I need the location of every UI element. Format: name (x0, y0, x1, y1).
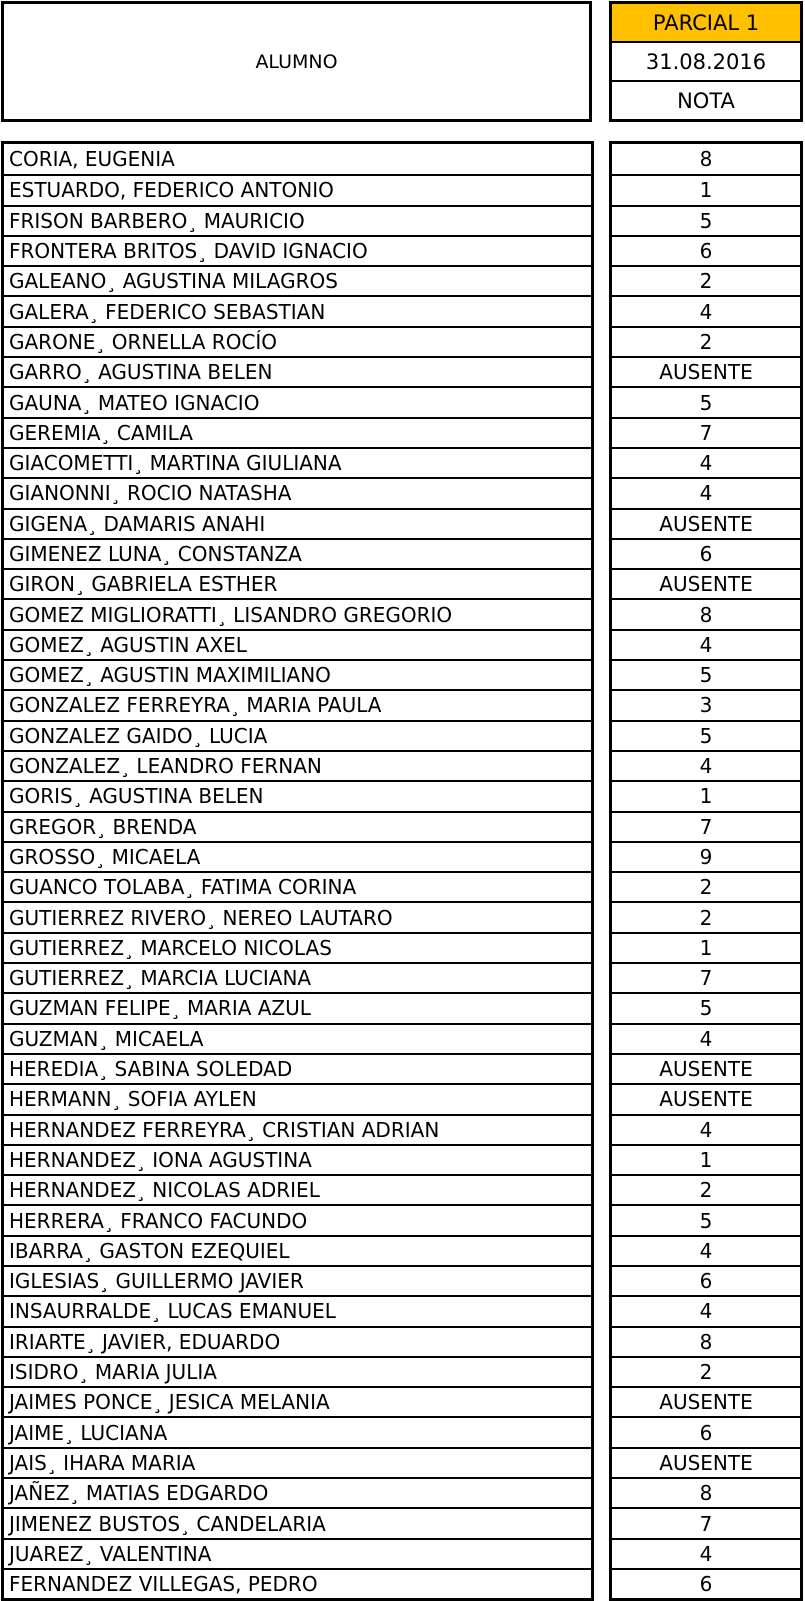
student-grade-cell: 4 (612, 1023, 800, 1053)
student-name-cell: IRIARTE¸ JAVIER, EDUARDO (4, 1326, 591, 1356)
exam-header (609, 1, 803, 122)
student-name-cell: HERNANDEZ¸ NICOLAS ADRIEL (4, 1174, 591, 1204)
student-grade-cell: 5 (612, 659, 800, 689)
student-name-cell: GUZMAN FELIPE¸ MARIA AZUL (4, 992, 591, 1022)
student-name-cell: FRONTERA BRITOS¸ DAVID IGNACIO (4, 235, 591, 265)
student-name-cell: JIMENEZ BUSTOS¸ CANDELARIA (4, 1507, 591, 1537)
student-grade-cell: 5 (612, 386, 800, 416)
student-grade-cell: 8 (612, 598, 800, 628)
student-grade-cell: 5 (612, 720, 800, 750)
student-name-cell: ISIDRO¸ MARIA JULIA (4, 1356, 591, 1386)
student-name-cell: HERNANDEZ FERREYRA¸ CRISTIAN ADRIAN (4, 1114, 591, 1144)
student-grade-cell: 6 (612, 1416, 800, 1446)
student-name-cell: FRISON BARBERO¸ MAURICIO (4, 205, 591, 235)
student-name-cell: GIGENA¸ DAMARIS ANAHI (4, 508, 591, 538)
student-name-cell: JAIMES PONCE¸ JESICA MELANIA (4, 1386, 591, 1416)
student-name-cell: HEREDIA¸ SABINA SOLEDAD (4, 1053, 591, 1083)
student-name-cell: HERNANDEZ¸ IONA AGUSTINA (4, 1144, 591, 1174)
student-name-cell: IGLESIAS¸ GUILLERMO JAVIER (4, 1265, 591, 1295)
student-grade-cell: 1 (612, 932, 800, 962)
student-grade-cell: 6 (612, 1568, 800, 1598)
student-name-cell: GUTIERREZ¸ MARCELO NICOLAS (4, 932, 591, 962)
student-name-cell: GIACOMETTI¸ MARTINA GIULIANA (4, 447, 591, 477)
student-grade-cell: 2 (612, 326, 800, 356)
student-name-cell: GONZALEZ FERREYRA¸ MARIA PAULA (4, 689, 591, 719)
student-name-cell: GUANCO TOLABA¸ FATIMA CORINA (4, 871, 591, 901)
student-grade-cell: 2 (612, 265, 800, 295)
student-name-cell: ESTUARDO, FEDERICO ANTONIO (4, 174, 591, 204)
student-grade-cell: 7 (612, 1507, 800, 1537)
student-grade-cell: 5 (612, 992, 800, 1022)
student-name-cell: JUAREZ¸ VALENTINA (4, 1538, 591, 1568)
student-name-cell: GARONE¸ ORNELLA ROCÍO (4, 326, 591, 356)
student-grade-cell: 4 (612, 1235, 800, 1265)
student-grade-cell: 4 (612, 477, 800, 507)
student-grade-cell: 2 (612, 1174, 800, 1204)
student-name-cell: GONZALEZ¸ LEANDRO FERNAN (4, 750, 591, 780)
student-grade-cell: 6 (612, 235, 800, 265)
student-grade-cell: 2 (612, 871, 800, 901)
student-name-cell: HERMANN¸ SOFIA AYLEN (4, 1083, 591, 1113)
student-name-cell: GIANONNI¸ ROCIO NATASHA (4, 477, 591, 507)
student-name-cell: GROSSO¸ MICAELA (4, 841, 591, 871)
student-grade-cell: 8 (699, 147, 713, 172)
student-grade-cell: AUSENTE (612, 508, 800, 538)
student-name-cell: GUZMAN¸ MICAELA (4, 1023, 591, 1053)
student-grade-cell: AUSENTE (612, 1447, 800, 1477)
student-grade-cell: 6 (612, 538, 800, 568)
alumno-header-label: ALUMNO (255, 50, 338, 73)
student-name-cell: GOMEZ¸ AGUSTIN MAXIMILIANO (4, 659, 591, 689)
student-grade-cell: 7 (612, 417, 800, 447)
student-grade-cell: 7 (612, 962, 800, 992)
student-grade-cell: 6 (612, 1265, 800, 1295)
student-name-cell: GORIS¸ AGUSTINA BELEN (4, 780, 591, 810)
student-grade-cell: 1 (612, 780, 800, 810)
student-grade-cell: AUSENTE (612, 1053, 800, 1083)
student-grade-cell: AUSENTE (612, 1386, 800, 1416)
student-grade-cell: AUSENTE (612, 356, 800, 386)
student-name-cell: GUTIERREZ¸ MARCIA LUCIANA (4, 962, 591, 992)
student-name-cell: GAUNA¸ MATEO IGNACIO (4, 386, 591, 416)
student-grade-cell: 4 (612, 1295, 800, 1325)
student-name-cell: GARRO¸ AGUSTINA BELEN (4, 356, 591, 386)
student-grade-cell: 2 (612, 1356, 800, 1386)
student-name-cell: IBARRA¸ GASTON EZEQUIEL (4, 1235, 591, 1265)
student-name-cell: FERNANDEZ VILLEGAS, PEDRO (4, 1568, 591, 1598)
student-grade-cell: 8 (612, 1477, 800, 1507)
parcial-label: PARCIAL 1 (612, 4, 800, 41)
student-grade-cell: 4 (612, 629, 800, 659)
student-grade-cell: 7 (612, 811, 800, 841)
nota-label: NOTA (612, 80, 800, 119)
student-name-cell: GIRON¸ GABRIELA ESTHER (4, 568, 591, 598)
student-name-cell: JAÑEZ¸ MATIAS EDGARDO (4, 1477, 591, 1507)
student-grade-cell: AUSENTE (612, 1083, 800, 1113)
student-grade-cell: 8 (612, 1326, 800, 1356)
student-name-cell: JAIME¸ LUCIANA (4, 1416, 591, 1446)
student-grade-cell: 1 (612, 174, 800, 204)
student-name-cell: GOMEZ MIGLIORATTI¸ LISANDRO GREGORIO (4, 598, 591, 628)
student-grade-cell: 5 (612, 1204, 800, 1234)
student-grade-cell: 4 (612, 1114, 800, 1144)
student-name-cell: JAIS¸ IHARA MARIA (4, 1447, 591, 1477)
student-grade-cell: 5 (612, 205, 800, 235)
student-grade-cell: 3 (612, 689, 800, 719)
student-grade-cell: AUSENTE (612, 568, 800, 598)
student-name-cell: GONZALEZ GAIDO¸ LUCIA (4, 720, 591, 750)
student-name-cell: GALERA¸ FEDERICO SEBASTIAN (4, 295, 591, 325)
student-grade-cell: 2 (612, 901, 800, 931)
student-grade-cell: 4 (612, 295, 800, 325)
student-grade-cell: 9 (612, 841, 800, 871)
student-name-cell: INSAURRALDE¸ LUCAS EMANUEL (4, 1295, 591, 1325)
student-grade-cell: 4 (612, 1538, 800, 1568)
student-grades-column (609, 141, 803, 1601)
student-grade-cell: 1 (612, 1144, 800, 1174)
alumno-header (1, 1, 592, 122)
student-name-cell: GREGOR¸ BRENDA (4, 811, 591, 841)
student-grade-cell: 4 (612, 750, 800, 780)
student-name-cell: GIMENEZ LUNA¸ CONSTANZA (4, 538, 591, 568)
student-name-cell: GALEANO¸ AGUSTINA MILAGROS (4, 265, 591, 295)
student-grade-cell: 4 (612, 447, 800, 477)
student-name-cell: GEREMIA¸ CAMILA (4, 417, 591, 447)
student-name-cell: GUTIERREZ RIVERO¸ NEREO LAUTARO (4, 901, 591, 931)
student-name-cell: HERRERA¸ FRANCO FACUNDO (4, 1204, 591, 1234)
student-names-column (1, 141, 594, 1601)
student-name-cell: GOMEZ¸ AGUSTIN AXEL (4, 629, 591, 659)
exam-date: 31.08.2016 (612, 41, 800, 80)
student-name-cell: CORIA, EUGENIA (9, 147, 175, 172)
